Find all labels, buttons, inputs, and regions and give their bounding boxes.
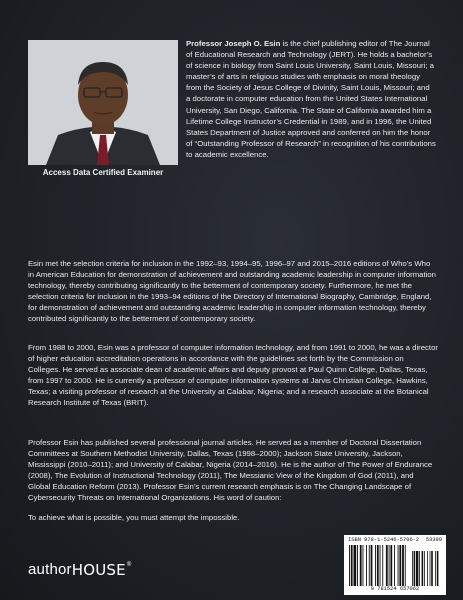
bio-paragraph-career: From 1988 to 2000, Esin was a professor of computer information technology, and from 1991 to 2000, he was a director of higher education accreditation operations in accordance with the guidelines set forth by the Commission on Colleges. He served as associate dean of academic affairs and deputy provost at Paul Quinn College, Dallas, Texas, from 1997 to 2000. He is currently a professor of computer information systems at Jarvis Christian College, Hawkins, Texas; a visiting professor of research at the University at Calabar, Nigeria; and a research associate at the Botanical Research Institute of Texas (BRIT). — [28, 343, 438, 408]
barcode-stripe — [371, 545, 373, 586]
author-portrait-image — [28, 40, 178, 165]
barcode-stripe — [377, 545, 379, 586]
price-stripe — [424, 551, 425, 586]
price-stripe — [422, 551, 424, 586]
price-code: 53399 — [425, 537, 442, 543]
author-quote: To achieve what is possible, you must attempt the impossible. — [28, 513, 240, 522]
author-bio-lead — [186, 38, 436, 160]
barcode-stripe — [398, 545, 399, 586]
author-name: Professor Joseph O. Esin — [186, 39, 281, 48]
price-stripe — [435, 551, 436, 586]
price-stripe — [419, 551, 420, 586]
author-photo — [28, 40, 178, 165]
price-stripe — [427, 551, 428, 586]
barcode-stripe — [402, 545, 404, 586]
barcode-stripe — [369, 545, 370, 586]
logo-text-upper: HOUSE — [71, 561, 126, 579]
publisher-logo — [28, 561, 131, 579]
barcode-stripe — [405, 545, 406, 586]
price-stripe — [416, 551, 418, 586]
photo-caption: Access Data Certified Examiner — [42, 168, 164, 177]
barcode-graphic — [348, 545, 442, 586]
barcode-stripe — [399, 545, 401, 586]
author-bio-intro: is the chief publishing editor of The Journal of Educational Research and Technology (JERT). He holds a bachelor’s of science in biology from Saint Louis University, Saint Louis, Missouri; a master’s of arts in religious studies with emphasis on moral theology from the Society of Jesus College of Divinity, Saint Louis, Missouri; and a doctorate in computer education from the United States International University, San Diego, California. The State of California awarded him a Lifetime College Instructor’s Credential in 1989, and in 1996, the United States Department of Justice approved and conferred on him the honor of “Outstanding Professor of Research” in recognition of his contributions to academic excellence. — [186, 39, 436, 159]
price-stripe — [430, 551, 431, 586]
barcode-stripe — [375, 545, 376, 586]
barcode-box — [344, 535, 446, 595]
barcode-stripe — [394, 545, 395, 586]
barcode-stripe — [382, 545, 383, 586]
barcode-stripe — [357, 545, 358, 586]
barcode-stripe — [354, 545, 357, 586]
isbn-label: ISBN 978-1-5246-5706-2 — [348, 537, 420, 543]
price-stripe — [412, 551, 413, 586]
bio-paragraph-publications: Professor Esin has published several professional journal articles. He served as a member of Doctoral Dissertation Committees at Southern Methodist University, Dallas, Texas (1998–2000); Jackson State University, Jackson, Mississippi (2010–2011); and University of Calabar, Nigeria (2014–2016). He is the author of The Power of Endurance (2008), The Evolution of Instructional Technology (2011), The Messianic View of the Kingdom of God (2011), and Global Education Reform (2013). Professor Esin’s current research emphasis is on The Changing Landscape of Cybersecurity Threats on International Organizations. His word of caution: — [28, 438, 433, 503]
barcode-stripe — [390, 545, 392, 586]
price-stripe — [437, 551, 439, 586]
registered-mark: ® — [126, 562, 132, 568]
barcode-stripe — [366, 545, 367, 586]
price-stripe — [431, 551, 433, 586]
barcode-bars — [348, 545, 442, 586]
barcode-stripe — [349, 545, 350, 586]
barcode-stripe — [351, 545, 353, 586]
barcode-digits: 9 781524 657062 — [370, 586, 420, 592]
barcode-stripe — [363, 545, 364, 586]
bio-paragraph-honors: Esin met the selection criteria for inclusion in the 1992–93, 1994–95, 1996–97 and 2015–2016 editions of Who’s Who in American Education for demonstration of achievement and outstanding academic leadership in computer information technology, thereby contributing significantly to the betterment of contemporary society. Furthermore, he met the selection criteria for inclusion in the 1993–94 editions of the Directory of International Biography, Cambridge, England, for demonstration of achievement and outstanding academic leadership in computer information technology, thereby contributed significantly to the betterment of contemporary society. — [28, 259, 436, 324]
logo-text-lower: author — [28, 561, 72, 578]
barcode-stripe — [389, 545, 390, 586]
barcode-stripe — [360, 545, 362, 586]
barcode-stripe — [380, 545, 381, 586]
barcode-stripe — [386, 545, 388, 586]
price-stripe — [414, 551, 416, 586]
